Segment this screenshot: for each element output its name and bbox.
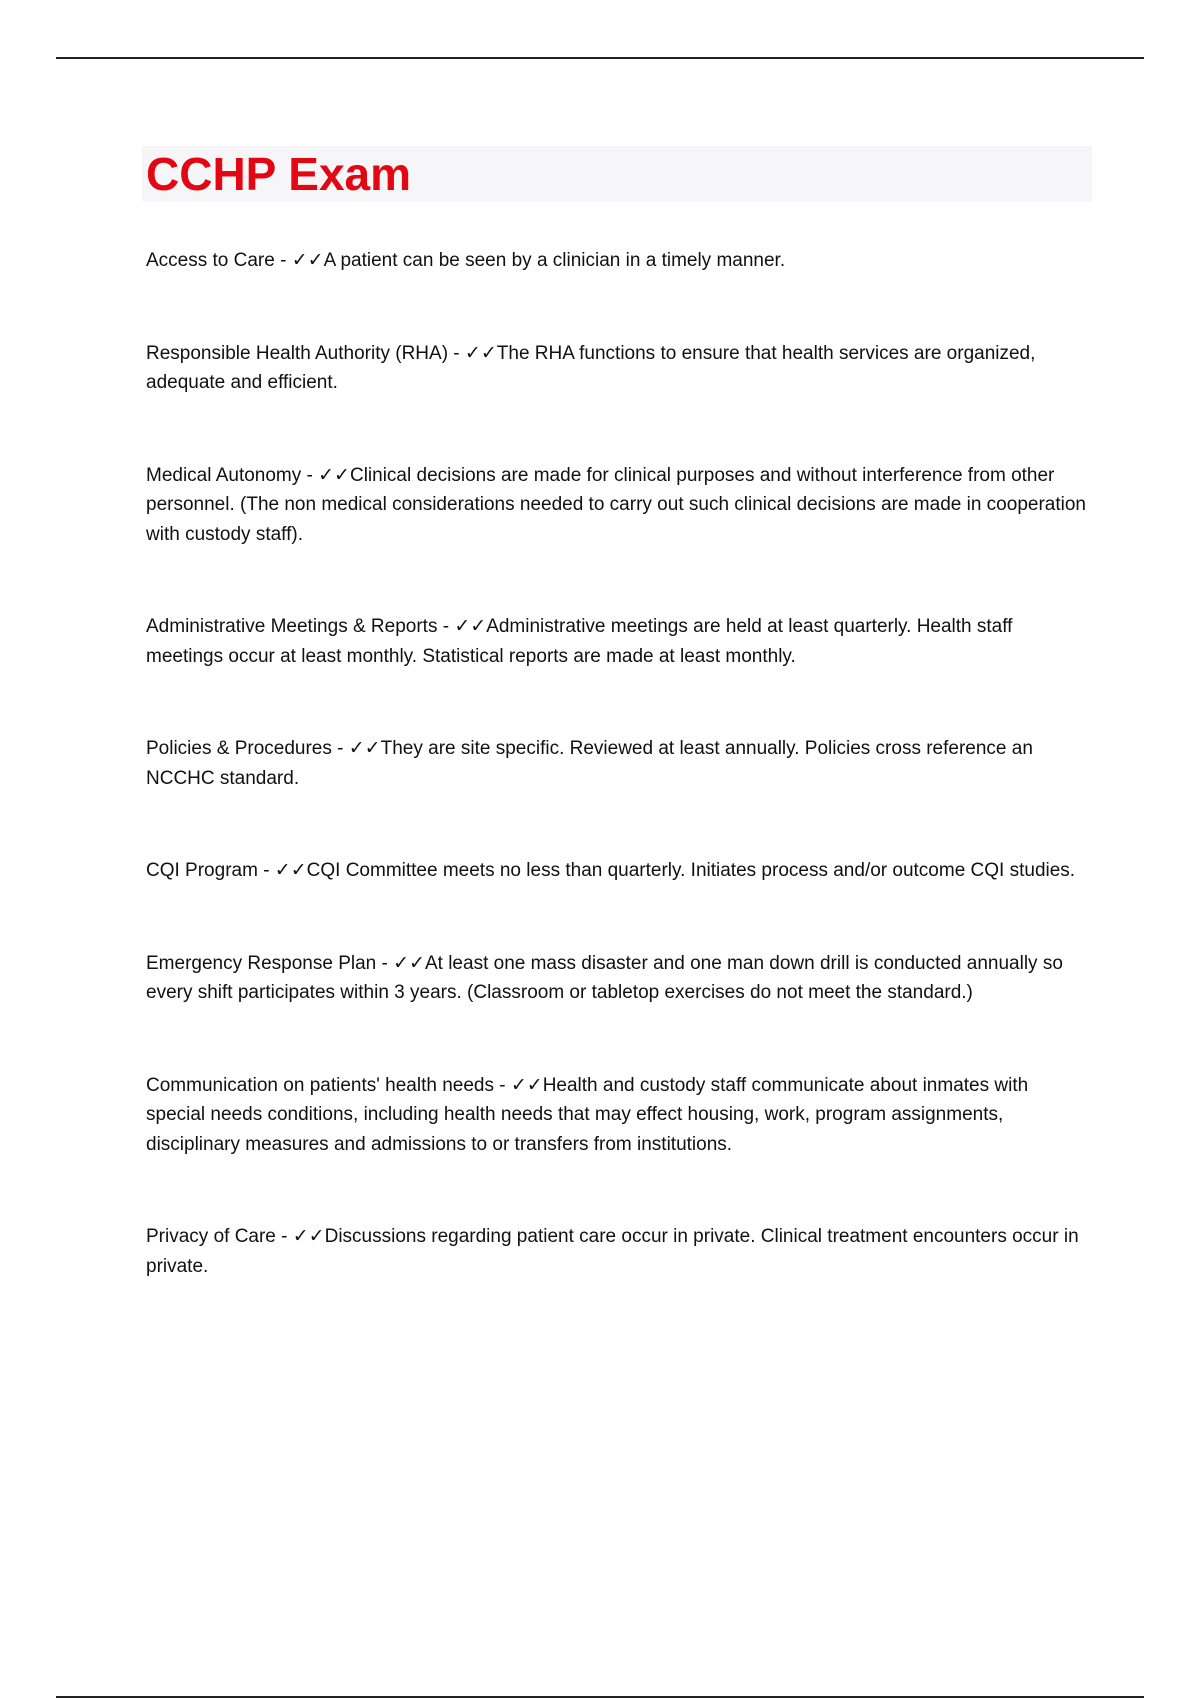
flashcard-list <box>146 246 1091 1344</box>
entry-definition: At least one mass disaster and one man down drill is conducted annually so every shift participates within 3 years. (Classroom or tabletop exercises do not meet the standard.) <box>146 952 1063 1003</box>
entry-definition: The RHA functions to ensure that health services are organized, adequate and efficient. <box>146 342 1036 393</box>
flashcard-entry <box>146 1071 1091 1160</box>
check-separator: - ✓✓ <box>331 738 381 759</box>
top-rule <box>56 57 1144 59</box>
entry-definition: Discussions regarding patient care occur in private. Clinical treatment encounters occur in private. <box>146 1226 1079 1277</box>
entry-definition: A patient can be seen by a clinician in a timely manner. <box>323 250 786 271</box>
flashcard-entry <box>146 246 1091 276</box>
flashcard-entry <box>146 856 1091 886</box>
entry-definition: They are site specific. Reviewed at least annually. Policies cross reference an NCCHC standard. <box>146 738 1033 789</box>
entry-term: Medical Autonomy <box>146 464 302 486</box>
entry-term: Communication on patients' health needs <box>146 1074 494 1096</box>
flashcard-entry <box>146 461 1091 550</box>
entry-term: Administrative Meetings & Reports <box>146 616 438 637</box>
entry-term: Emergency Response Plan <box>146 952 377 974</box>
entry-term: Responsible Health Authority (RHA) <box>146 342 449 364</box>
flashcard-entry <box>146 949 1091 1008</box>
entry-definition: Administrative meetings are held at least quarterly. Health staff meetings occur at least monthly. Statistical reports are made at least monthly. <box>146 616 1013 667</box>
page-title: CCHP Exam <box>146 148 412 200</box>
entry-term: Privacy of Care <box>146 1226 276 1247</box>
check-separator: - ✓✓ <box>493 1074 543 1096</box>
bottom-rule <box>56 1696 1144 1698</box>
check-separator: - ✓✓ <box>448 342 497 364</box>
check-separator: - ✓✓ <box>275 1226 325 1247</box>
flashcard-entry <box>146 1222 1091 1281</box>
title-banner <box>142 146 1092 202</box>
check-separator: - ✓✓ <box>274 250 324 271</box>
entry-definition: Health and custody staff communicate about inmates with special needs conditions, including health needs that may effect housing, work, program assignments, disciplinary measures and admissions to or transfers from institutions. <box>146 1074 1029 1155</box>
entry-definition: Clinical decisions are made for clinical purposes and without interference from other personnel. (The non medical considerations needed to carry out such clinical decisions are made in cooperation with custody staff). <box>146 464 1086 545</box>
entry-term: Access to Care <box>146 250 275 271</box>
flashcard-entry <box>146 339 1091 398</box>
flashcard-entry <box>146 612 1091 671</box>
flashcard-entry <box>146 734 1091 793</box>
check-separator: - ✓✓ <box>437 616 487 637</box>
entry-term: CQI Program <box>146 860 258 881</box>
entry-term: Policies & Procedures <box>146 738 332 759</box>
check-separator: - ✓✓ <box>257 860 307 881</box>
entry-definition: CQI Committee meets no less than quarterly. Initiates process and/or outcome CQI studies. <box>306 860 1076 881</box>
check-separator: - ✓✓ <box>301 464 350 486</box>
check-separator: - ✓✓ <box>376 952 425 974</box>
